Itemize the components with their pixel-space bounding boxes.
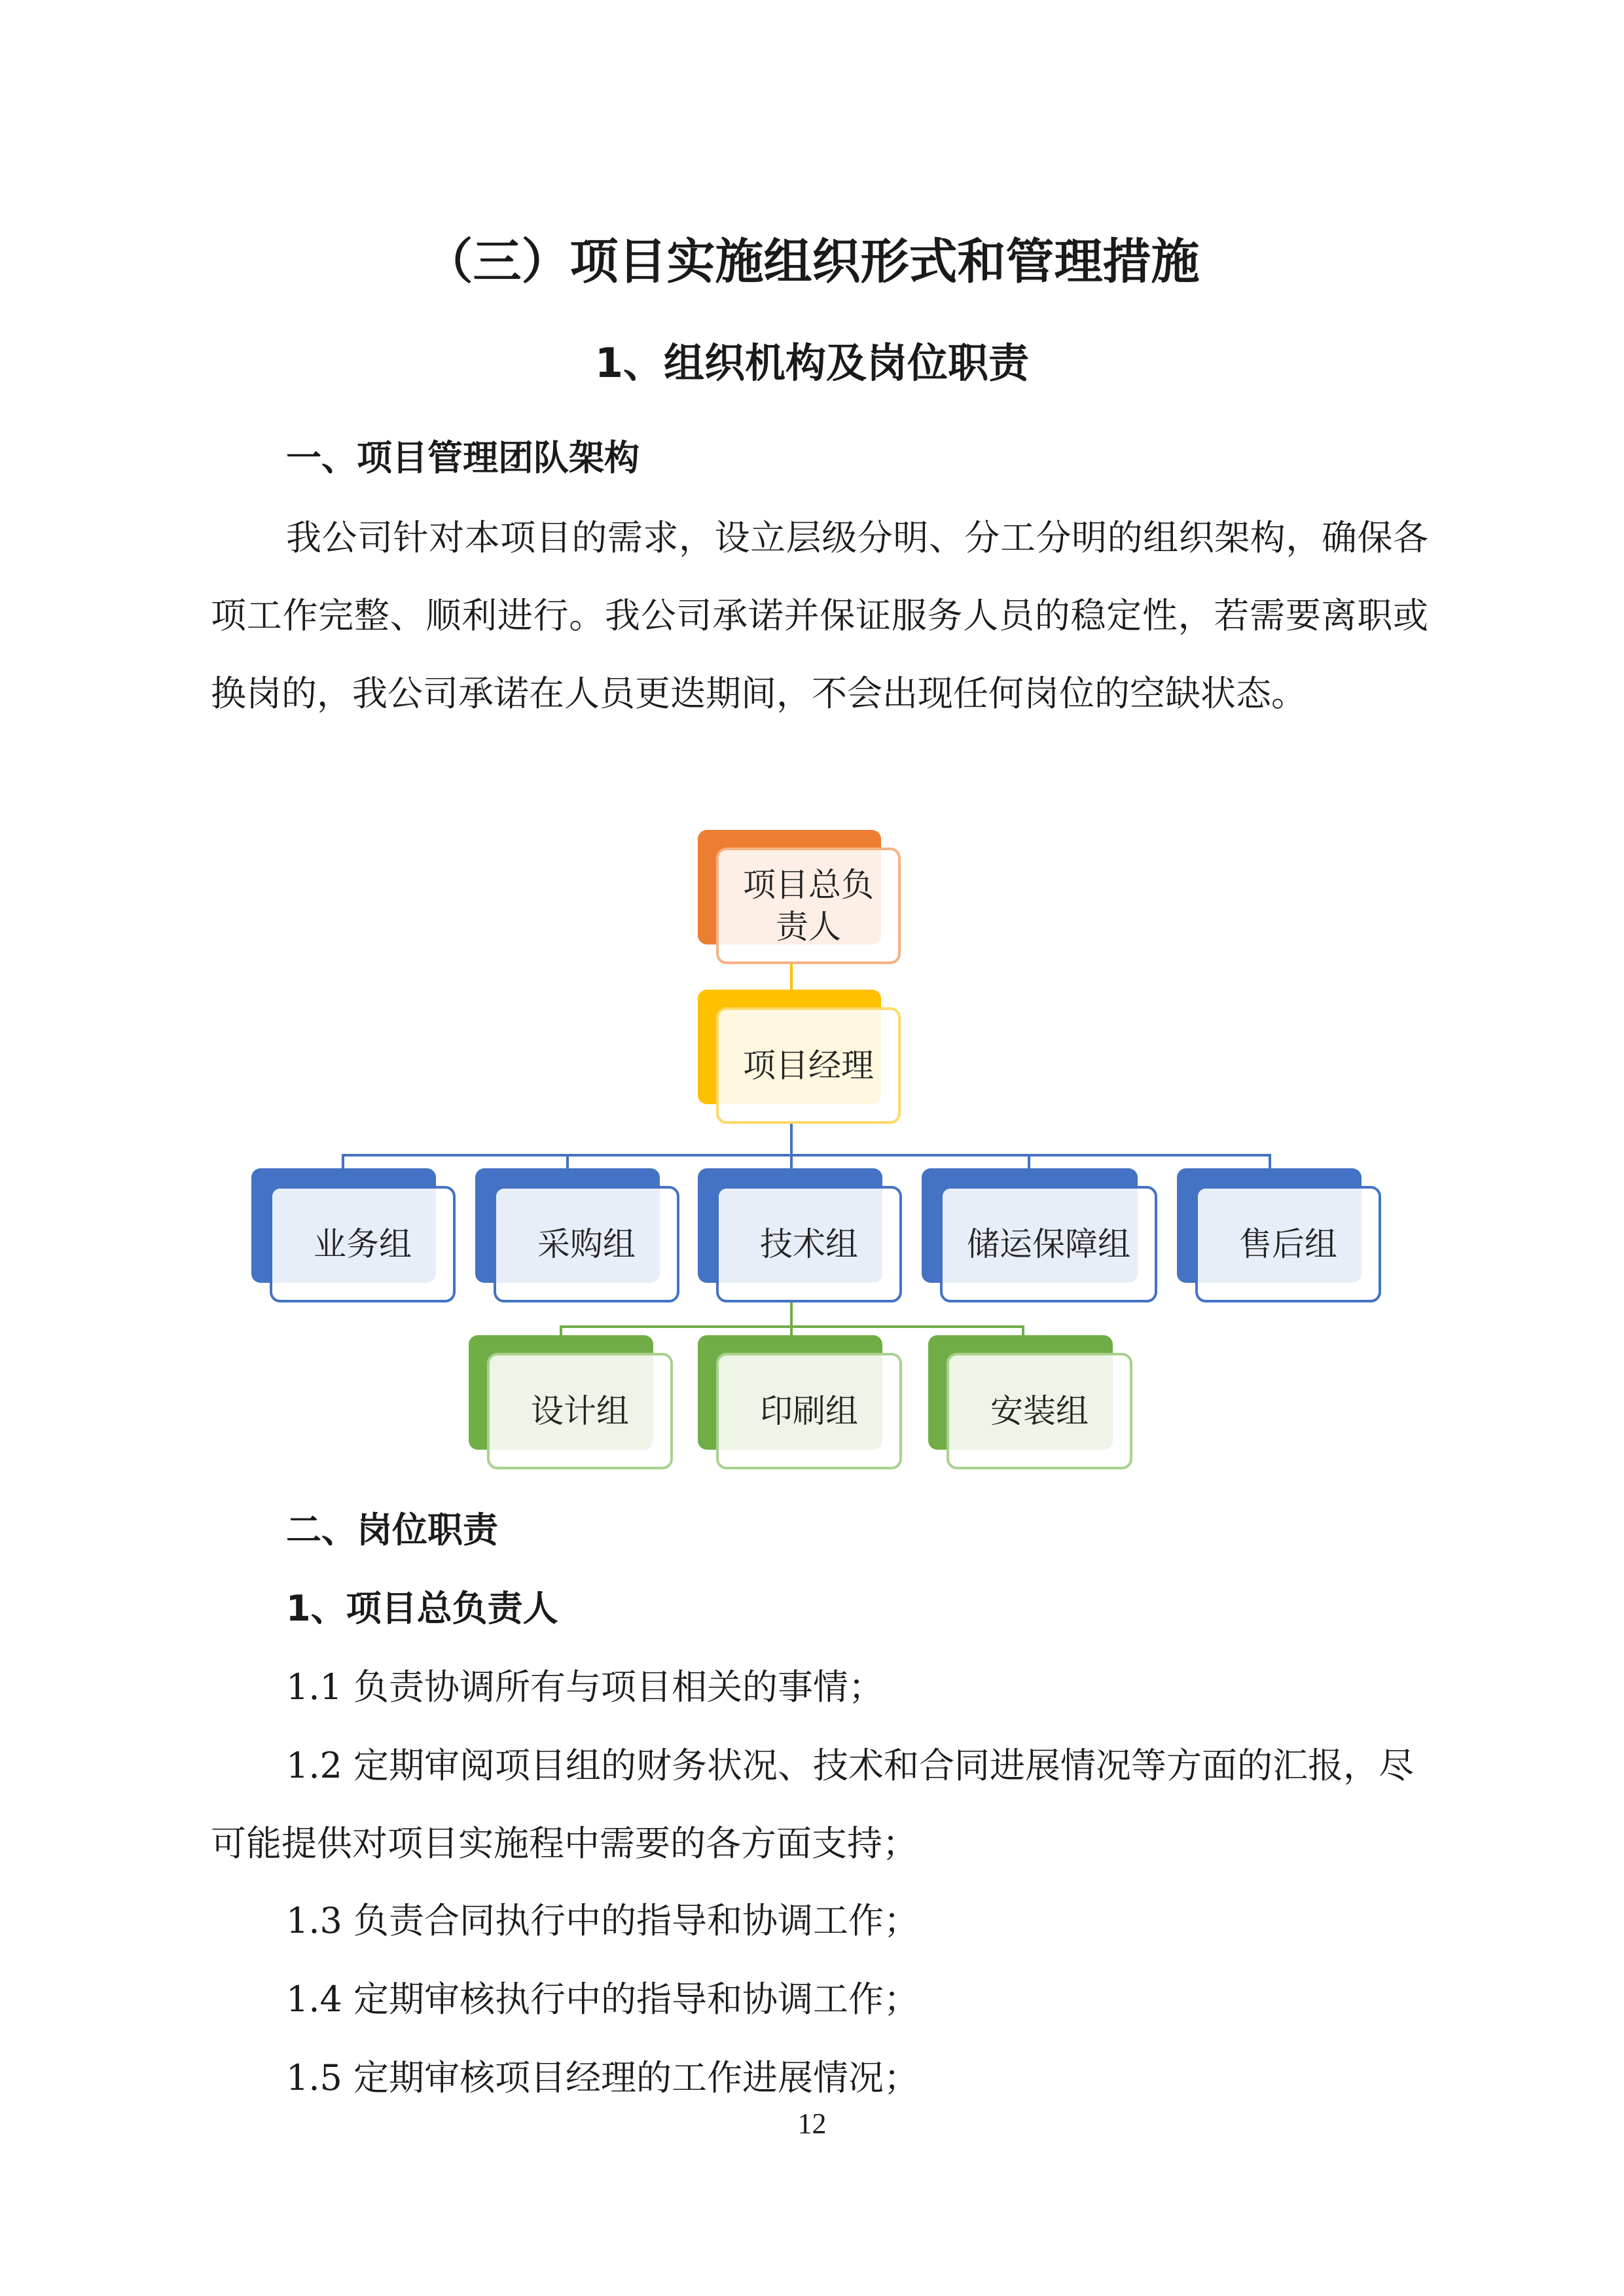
node-design-group bbox=[469, 1335, 673, 1469]
node-front bbox=[494, 1186, 679, 1302]
node-front bbox=[1195, 1186, 1381, 1302]
node-label: 安装组 bbox=[990, 1392, 1089, 1430]
node-aftersales-group bbox=[1177, 1168, 1381, 1302]
heading-responsibilities: 二、岗位职责 bbox=[286, 1509, 498, 1551]
node-label: 设计组 bbox=[531, 1392, 629, 1430]
node-installation-group bbox=[928, 1335, 1132, 1469]
node-label: 售后组 bbox=[1239, 1225, 1337, 1263]
duty-item: 1.5 定期审核项目经理的工作进展情况； bbox=[286, 2057, 920, 2098]
duty-item: 1.2 定期审阅项目组的财务状况、技术和合同进展情况等方面的汇报，尽可能提供对项目实施程中需要的各方面支持； bbox=[211, 1745, 1415, 1864]
node-label-line1: 项目总负 bbox=[743, 866, 874, 904]
heading-project-director: 1、项目总负责人 bbox=[286, 1588, 558, 1629]
duty-item: 1.4 定期审核执行中的指导和协调工作； bbox=[286, 1979, 920, 2020]
node-front bbox=[716, 1007, 901, 1124]
node-label: 技术组 bbox=[760, 1225, 858, 1263]
node-front bbox=[270, 1186, 456, 1302]
node-front bbox=[716, 1353, 902, 1469]
section-subtitle: 1、组织机构及岗位职责 bbox=[594, 339, 1030, 387]
node-front bbox=[716, 848, 901, 964]
document-title: （三）项目实施组织形式和管理措施 bbox=[424, 234, 1200, 290]
heading-team-structure: 一、项目管理团队架构 bbox=[286, 437, 640, 478]
page-number: 12 bbox=[797, 2108, 827, 2140]
duty-item: 1.1 负责协调所有与项目相关的事情； bbox=[286, 1666, 884, 1708]
node-front bbox=[487, 1353, 673, 1469]
node-logistics-group bbox=[922, 1168, 1157, 1302]
node-printing-group bbox=[698, 1335, 902, 1469]
duty-item: 1.3 负责合同执行中的指导和协调工作； bbox=[286, 1900, 920, 1941]
node-procurement-group bbox=[475, 1168, 679, 1302]
node-tech-group bbox=[698, 1168, 902, 1302]
node-front bbox=[940, 1186, 1157, 1302]
connector-groups-bus bbox=[342, 1154, 1271, 1157]
connector-sub-bus bbox=[560, 1325, 1024, 1328]
node-front bbox=[947, 1353, 1132, 1469]
node-label: 储运保障组 bbox=[967, 1225, 1130, 1263]
connector-manager-down bbox=[790, 1122, 793, 1155]
connector-top-manager bbox=[790, 961, 793, 992]
connector-tech-down bbox=[790, 1299, 793, 1327]
node-project-director bbox=[698, 830, 901, 964]
node-label: 印刷组 bbox=[760, 1392, 858, 1430]
node-label: 项目经理 bbox=[743, 1047, 874, 1085]
node-front bbox=[716, 1186, 902, 1302]
node-business-group bbox=[251, 1168, 456, 1302]
intro-paragraph: 我公司针对本项目的需求，设立层级分明、分工分明的组织架构，确保各项工作完整、顺利进行。我公司承诺并保证服务人员的稳定性，若需要离职或换岗的，我公司承诺在人员更迭期间，不会出现任何岗位的空缺状态。 bbox=[211, 517, 1428, 714]
node-project-manager bbox=[698, 990, 901, 1124]
node-label: 业务组 bbox=[314, 1225, 412, 1263]
node-label-line2: 责人 bbox=[776, 908, 841, 946]
node-label: 采购组 bbox=[537, 1225, 636, 1263]
